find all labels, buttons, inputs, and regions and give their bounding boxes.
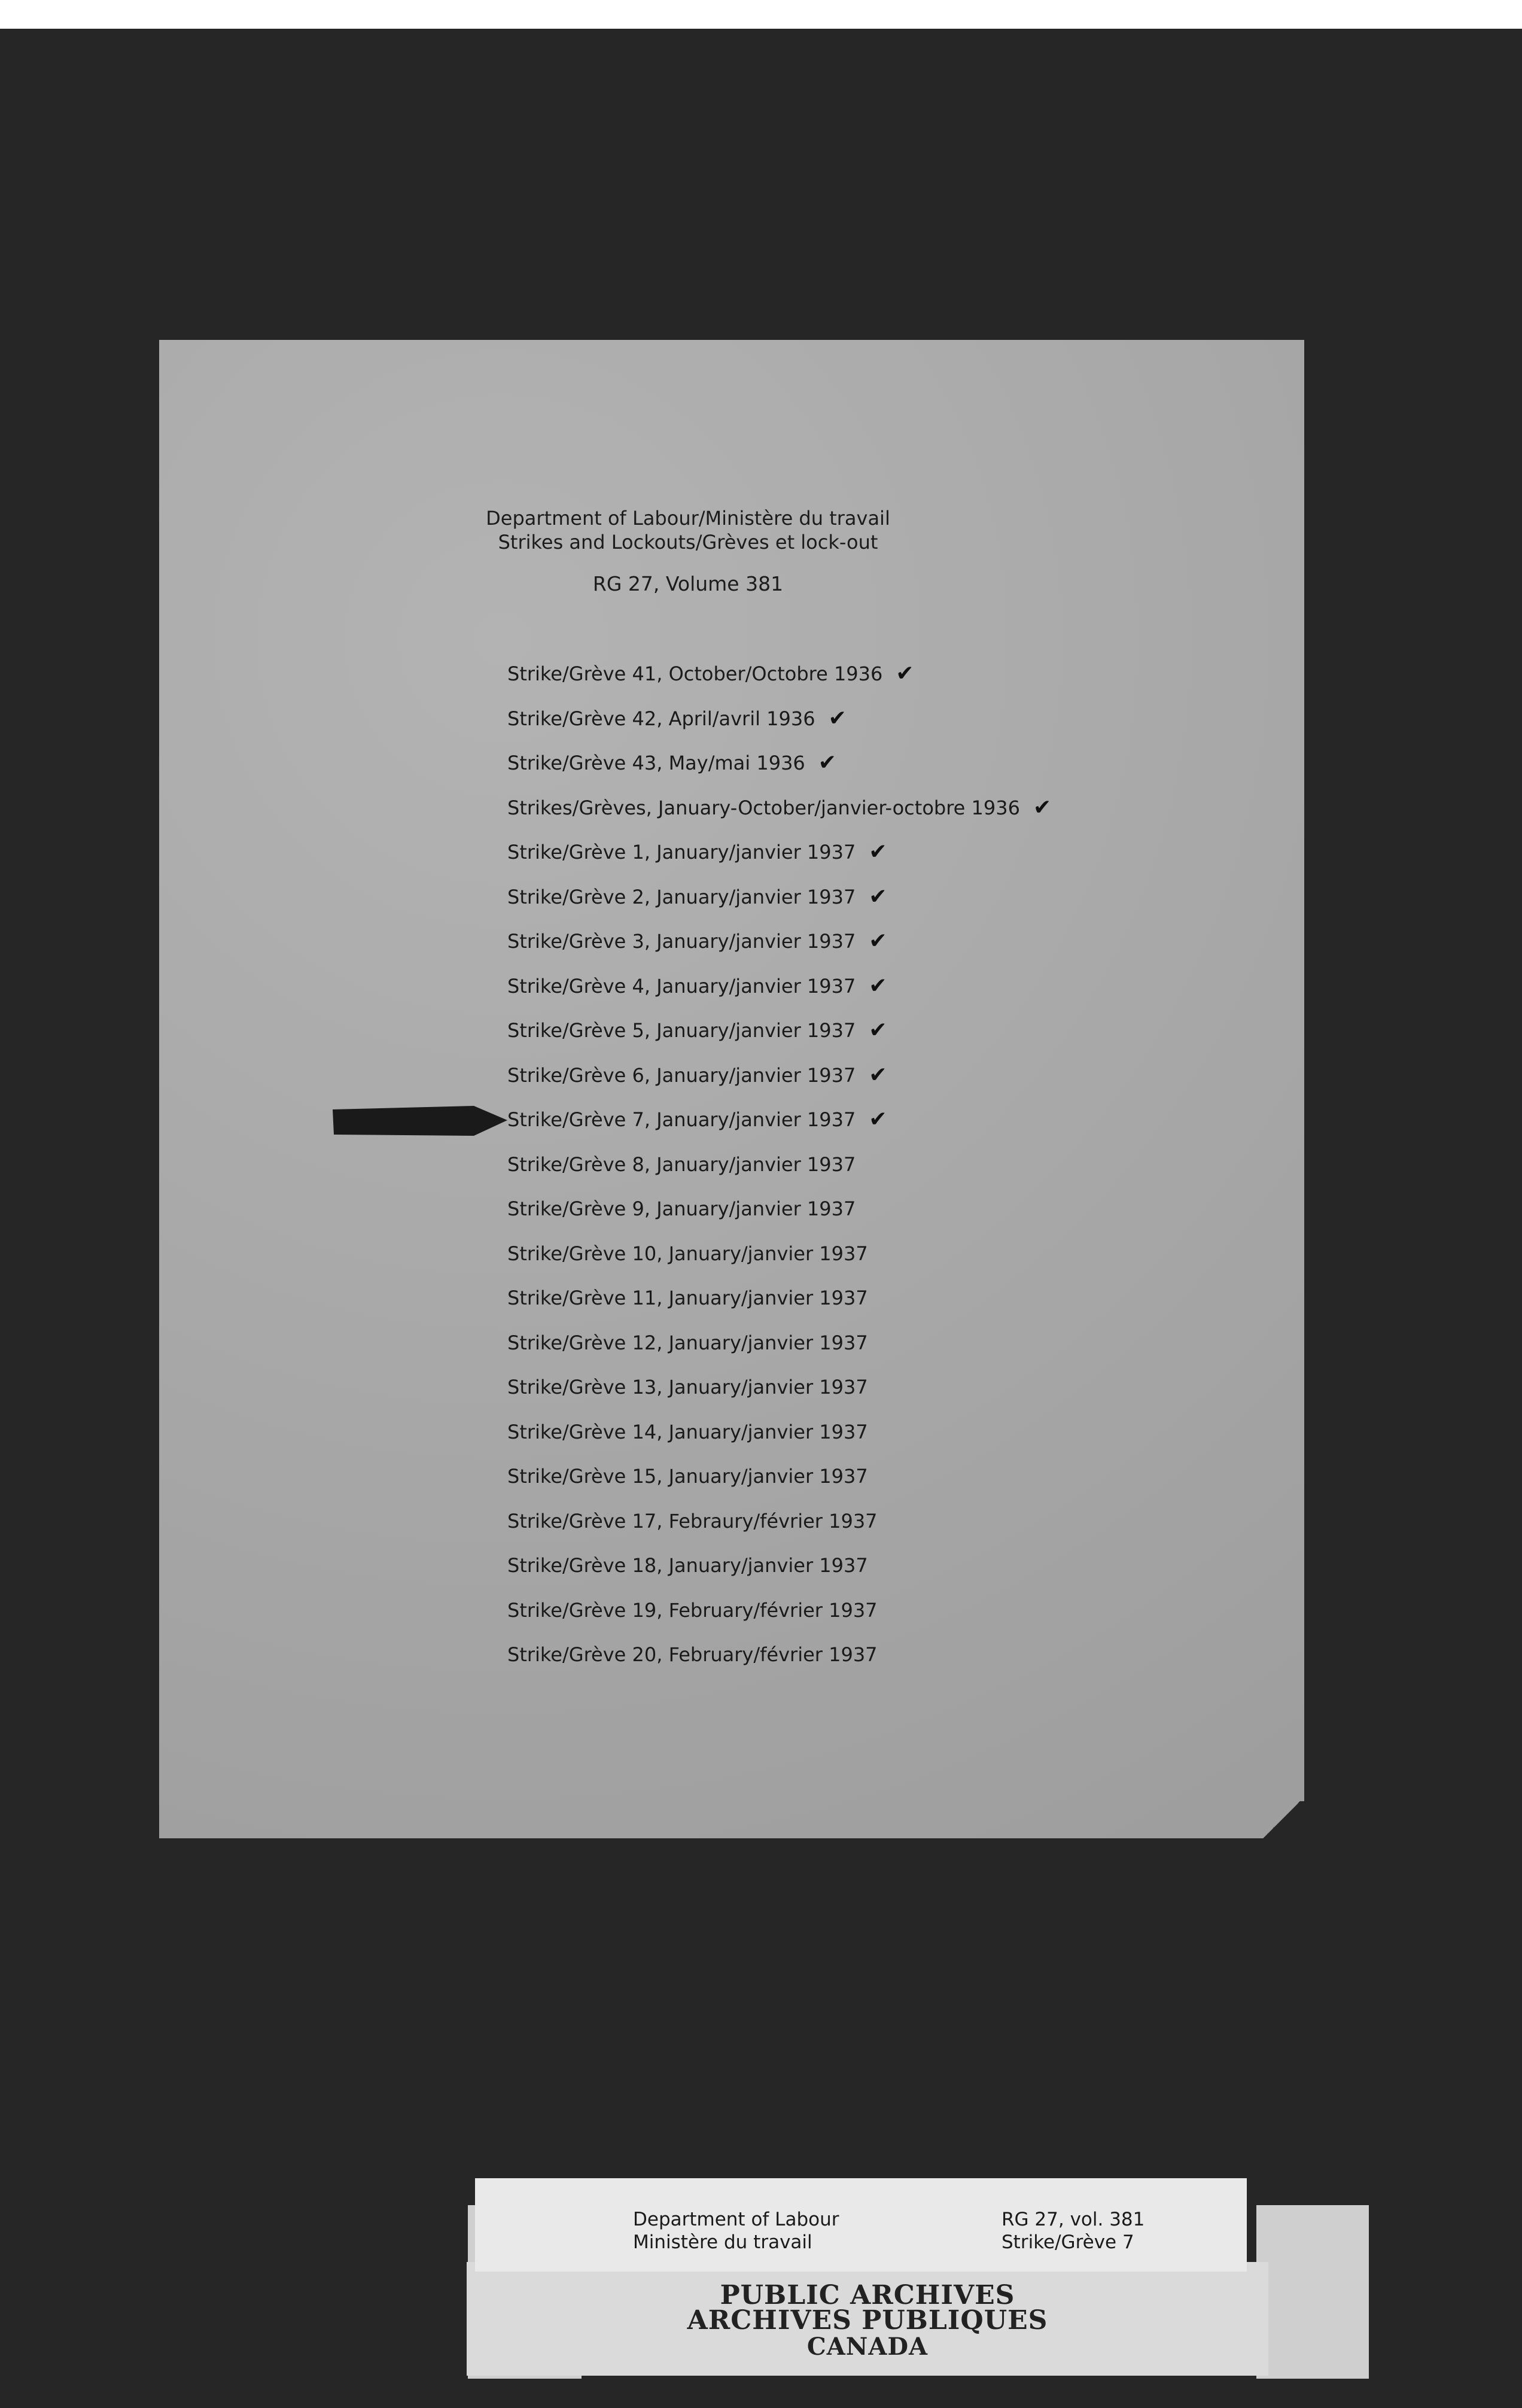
entry-label: Strike/Grève 15, January/janvier 1937 bbox=[507, 1465, 868, 1488]
volume-heading: RG 27, Volume 381 bbox=[592, 572, 784, 595]
stamp-right-tab bbox=[1256, 2205, 1369, 2379]
checkmark-icon: ✔ bbox=[1033, 795, 1052, 820]
target-reference bbox=[1002, 2208, 1144, 2254]
entry-label: Strike/Grève 3, January/janvier 1937 bbox=[507, 930, 856, 953]
pointer-arrow-icon bbox=[330, 1103, 510, 1138]
entry-label: Strike/Grève 4, January/janvier 1937 bbox=[507, 974, 856, 998]
entry-label: Strike/Grève 17, Febraury/février 1937 bbox=[507, 1509, 878, 1533]
list-item bbox=[507, 1463, 1051, 1508]
checkmark-icon: ✔ bbox=[869, 884, 887, 909]
entry-label: Strike/Grève 43, May/mai 1936 bbox=[507, 752, 805, 774]
list-item bbox=[507, 928, 1051, 973]
list-item bbox=[507, 661, 1051, 706]
entry-label: Strike/Grève 18, January/janvier 1937 bbox=[507, 1554, 868, 1577]
checkmark-icon: ✔ bbox=[828, 706, 847, 731]
list-item bbox=[507, 706, 1051, 750]
list-item bbox=[507, 1641, 1051, 1686]
entry-label: Strike/Grève 12, January/janvier 1937 bbox=[507, 1331, 868, 1354]
list-item bbox=[507, 1017, 1051, 1062]
volume-ref: RG 27, vol. 381 bbox=[1002, 2209, 1145, 2230]
entry-label: Strike/Grève 14, January/janvier 1937 bbox=[507, 1420, 868, 1443]
target-department bbox=[633, 2208, 839, 2254]
checkmark-icon: ✔ bbox=[896, 661, 914, 686]
checkmark-icon: ✔ bbox=[869, 929, 887, 953]
list-item bbox=[507, 1508, 1051, 1553]
entry-label: Strike/Grève 11, January/janvier 1937 bbox=[507, 1287, 868, 1309]
entry-label: Strike/Grève 13, January/janvier 1937 bbox=[507, 1376, 868, 1398]
entry-label: Strike/Grève 10, January/janvier 1937 bbox=[507, 1242, 868, 1265]
list-item bbox=[507, 884, 1051, 929]
dept-fr: Ministère du travail bbox=[633, 2231, 812, 2253]
checkmark-icon: ✔ bbox=[869, 973, 887, 998]
entry-label: Strike/Grève 2, January/janvier 1937 bbox=[507, 885, 856, 908]
entry-label: Strike/Grève 1, January/janvier 1937 bbox=[507, 841, 856, 864]
list-item bbox=[507, 750, 1051, 795]
department-heading: Department of Labour/Ministère du travail bbox=[486, 507, 890, 530]
entry-label: Strike/Grève 5, January/janvier 1937 bbox=[507, 1019, 856, 1042]
list-item bbox=[507, 1106, 1051, 1151]
list-item bbox=[507, 1374, 1051, 1419]
list-item bbox=[507, 1285, 1051, 1330]
list-item bbox=[507, 1151, 1051, 1196]
stamp-line-1: PUBLIC ARCHIVES bbox=[720, 2280, 1015, 2310]
list-item bbox=[507, 1062, 1051, 1107]
checkmark-icon: ✔ bbox=[869, 1107, 887, 1132]
series-heading: Strikes and Lockouts/Grèves et lock-out bbox=[498, 531, 878, 554]
strike-ref: Strike/Grève 7 bbox=[1002, 2231, 1134, 2253]
entry-label: Strike/Grève 19, February/février 1937 bbox=[507, 1598, 878, 1622]
stamp-line-3: CANADA bbox=[806, 2333, 929, 2361]
checkmark-icon: ✔ bbox=[818, 750, 836, 775]
entry-label: Strike/Grève 20, February/février 1937 bbox=[507, 1643, 878, 1666]
list-item bbox=[507, 1330, 1051, 1375]
dept-en: Department of Labour bbox=[633, 2209, 839, 2230]
list-item bbox=[507, 795, 1051, 840]
entry-label: Strike/Grève 7, January/janvier 1937 bbox=[507, 1108, 856, 1131]
folded-corner bbox=[1259, 1801, 1304, 1838]
entry-label: Strike/Grève 41, October/Octobre 1936 bbox=[507, 662, 883, 685]
file-list bbox=[507, 661, 1051, 1686]
list-item bbox=[507, 839, 1051, 884]
list-item bbox=[507, 1241, 1051, 1285]
entry-label: Strike/Grève 8, January/janvier 1937 bbox=[507, 1153, 856, 1176]
entry-label: Strike/Grève 42, April/avril 1936 bbox=[507, 707, 815, 730]
entry-label: Strikes/Grèves, January-October/janvier-octobre 1936 bbox=[507, 796, 1020, 819]
entry-label: Strike/Grève 6, January/janvier 1937 bbox=[507, 1063, 856, 1087]
stamp-line-2: ARCHIVES PUBLIQUES bbox=[687, 2305, 1048, 2336]
archives-stamp bbox=[467, 2262, 1268, 2376]
entry-label: Strike/Grève 9, January/janvier 1937 bbox=[507, 1197, 856, 1220]
checkmark-icon: ✔ bbox=[869, 1062, 887, 1087]
checkmark-icon: ✔ bbox=[869, 840, 887, 864]
list-item bbox=[507, 1419, 1051, 1464]
list-item bbox=[507, 1552, 1051, 1597]
list-item bbox=[507, 1196, 1051, 1241]
target-card bbox=[475, 2178, 1247, 2272]
list-item bbox=[507, 973, 1051, 1018]
checkmark-icon: ✔ bbox=[869, 1018, 887, 1042]
list-item bbox=[507, 1597, 1051, 1642]
